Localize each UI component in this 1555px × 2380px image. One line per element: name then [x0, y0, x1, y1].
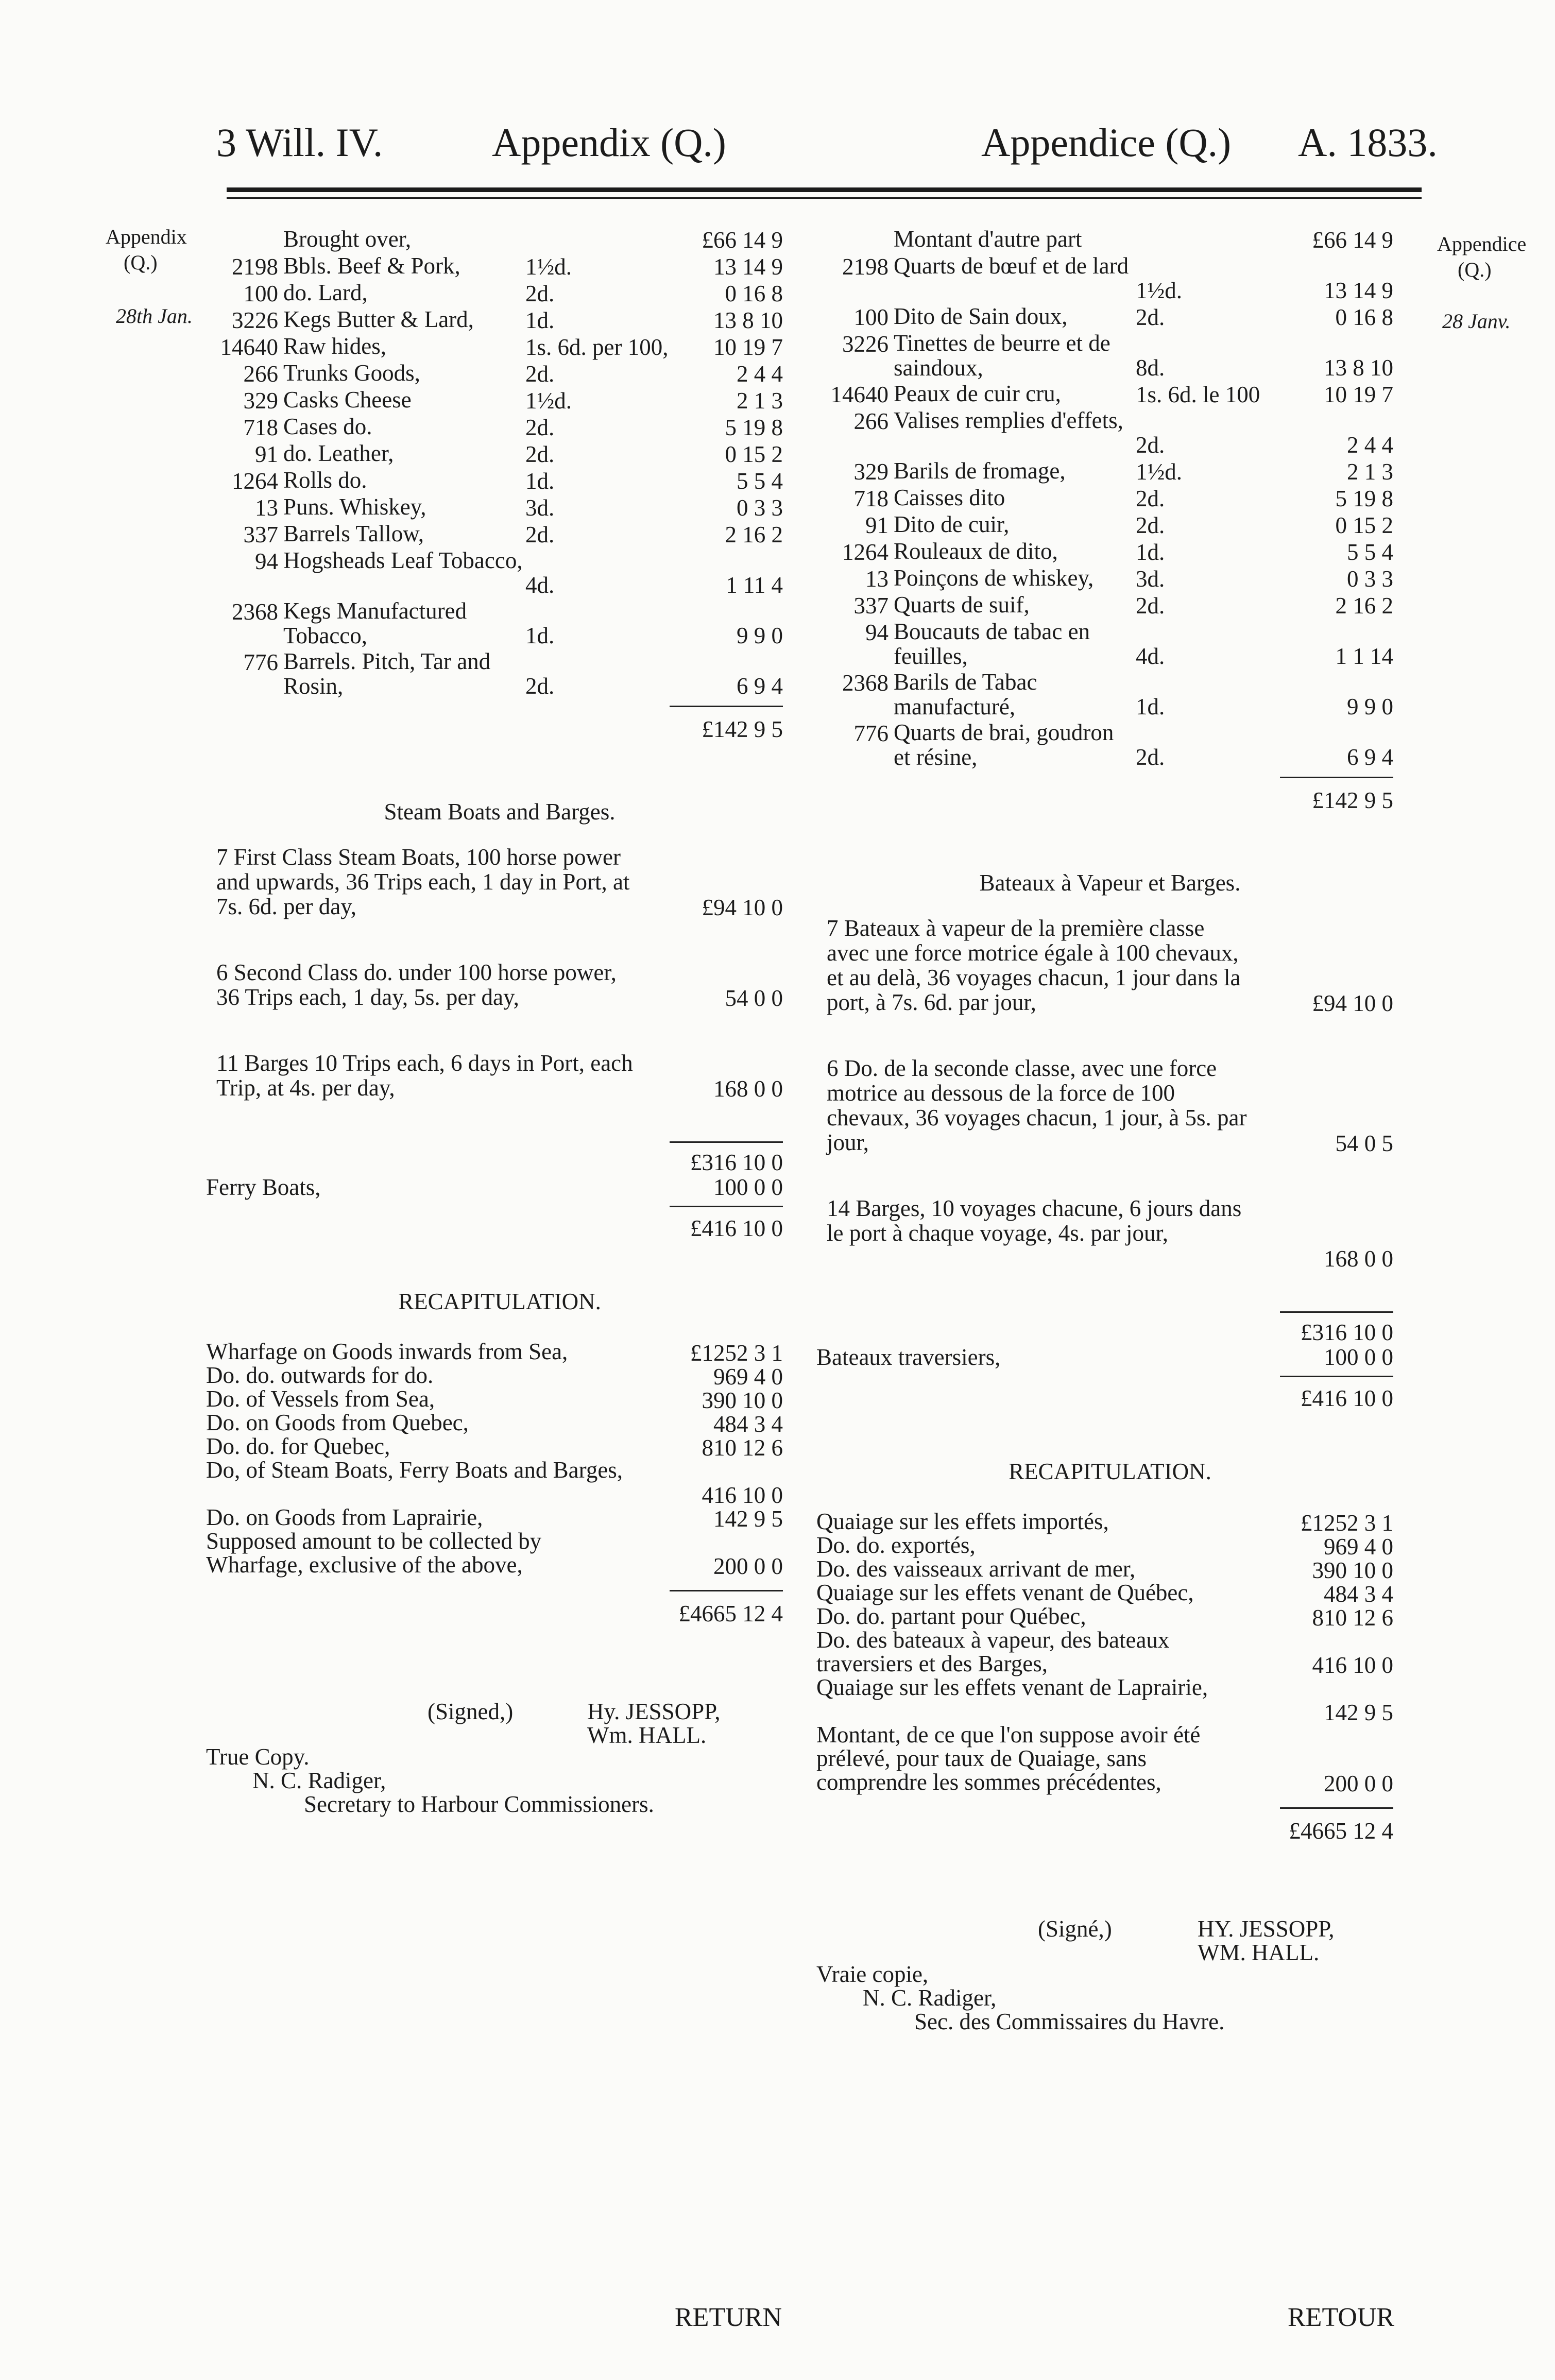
goods-amount: 5 19 8 [1335, 486, 1393, 511]
steam-total: £416 10 0 [1301, 1385, 1393, 1411]
recap-total: £4665 12 4 [678, 1601, 783, 1626]
goods-amount: 0 16 8 [725, 281, 783, 306]
goods-rate: 1½d. [1136, 278, 1182, 303]
goods-desc: Bbls. Beef & Pork, [283, 253, 460, 279]
recap-row-text: Quaiage sur les effets venant de Québec, [816, 1580, 1194, 1605]
goods-desc: Tinettes de beurre et de saindoux, [894, 330, 1110, 381]
goods-rate: 1d. [525, 468, 555, 494]
goods-rate: 2d. [525, 522, 555, 547]
goods-qty: 1264 [232, 468, 278, 494]
recap-row-amount: 200 0 0 [1324, 1771, 1393, 1796]
recap-row-amount: 142 9 5 [1324, 1700, 1393, 1725]
recap-row-text: Do, of Steam Boats, Ferry Boats and Barges, [206, 1457, 623, 1483]
steam-row-amount: 54 0 0 [725, 985, 783, 1011]
recap-row-text: Do. on Goods from Quebec, [206, 1410, 469, 1435]
goods-desc: Raw hides, [283, 333, 386, 359]
recap-row-text: Do. of Vessels from Sea, [206, 1386, 435, 1412]
recap-total: £4665 12 4 [1289, 1818, 1393, 1844]
goods-rate: 1d. [1136, 539, 1165, 565]
goods-qty: 329 [853, 459, 888, 485]
header-rule-thick [227, 187, 1422, 192]
goods-rate: 2d. [1136, 512, 1165, 538]
goods-qty: 718 [243, 415, 278, 440]
recap-row-text: Quaiage sur les effets venant de Laprairie, [816, 1674, 1208, 1700]
goods-qty: 1264 [842, 539, 888, 565]
recap-row-amount: 484 3 4 [1324, 1581, 1393, 1607]
goods-rate: 1½d. [1136, 459, 1182, 485]
secretary-title: Sec. des Commissaires du Havre. [914, 2009, 1225, 2034]
goods-amount: 10 19 7 [1324, 382, 1393, 407]
goods-desc: Hogsheads Leaf Tobacco, [283, 547, 523, 573]
goods-qty: 776 [243, 649, 278, 675]
goods-qty: 14640 [830, 382, 888, 407]
steam-row-amount: £94 10 0 [1312, 990, 1393, 1016]
margin-right-date: 28 Janv. [1442, 310, 1511, 333]
goods-desc: Casks Cheese [283, 387, 412, 413]
goods-qty: 94 [255, 549, 278, 574]
goods-desc: Trunks Goods, [283, 360, 420, 386]
header-center-right: Appendice (Q.) [981, 120, 1232, 165]
recap-row-amount: 142 9 5 [713, 1506, 783, 1532]
goods-amount: 13 8 10 [713, 307, 783, 333]
goods-amount: 0 3 3 [1347, 566, 1393, 592]
steam-row-amount: £94 10 0 [702, 895, 783, 920]
goods-qty: 266 [243, 361, 278, 387]
ferry-amount: 100 0 0 [1324, 1344, 1393, 1370]
goods-total: £142 9 5 [702, 716, 783, 742]
goods-rate: 2d. [1136, 486, 1165, 511]
goods-qty: 2368 [232, 599, 278, 625]
goods-rate: 2d. [525, 441, 555, 467]
goods-rate: 1s. 6d. per 100, [525, 334, 669, 360]
goods-amount: 13 14 9 [713, 254, 783, 280]
header-left: 3 Will. IV. [216, 120, 383, 165]
goods-amount: £66 14 9 [1312, 227, 1393, 253]
margin-left-q: (Q.) [124, 251, 158, 274]
steam-row-text: 14 Barges, 10 voyages chacune, 6 jours dans le port à chaque voyage, 4s. par jour, [827, 1195, 1242, 1246]
goods-amount: 0 16 8 [1335, 304, 1393, 330]
goods-qty: 718 [853, 486, 888, 511]
goods-qty: 2368 [842, 670, 888, 696]
steam-total: £416 10 0 [690, 1215, 783, 1241]
goods-qty: 329 [243, 388, 278, 414]
steam-subtotal: £316 10 0 [1301, 1320, 1393, 1345]
goods-amount: 1 11 4 [726, 572, 783, 598]
goods-amount: 6 9 4 [737, 673, 783, 699]
goods-qty: 776 [853, 721, 888, 746]
header-rule-thin [227, 197, 1422, 199]
steam-subtotal-rule [670, 1141, 783, 1143]
signer-2: Wm. HALL. [587, 1722, 707, 1748]
recap-total-rule [670, 1590, 783, 1591]
goods-rate: 1d. [1136, 694, 1165, 720]
goods-amount: 0 15 2 [725, 441, 783, 467]
goods-desc: Montant d'autre part [894, 226, 1082, 252]
goods-desc: Dito de Sain doux, [894, 303, 1068, 329]
steam-total-rule [1280, 1376, 1393, 1377]
goods-rate: 1s. 6d. le 100 [1136, 382, 1260, 407]
recap-row-text: Do. do. for Quebec, [206, 1433, 390, 1459]
goods-rate: 1d. [525, 623, 555, 648]
recap-title: RECAPITULATION. [398, 1289, 601, 1314]
goods-amount: 9 9 0 [1347, 694, 1393, 720]
recap-row-amount: £1252 3 1 [690, 1340, 783, 1366]
recap-row-text: Do. do. partant pour Québec, [816, 1603, 1086, 1629]
goods-rate: 1d. [525, 307, 555, 333]
steam-row-text: 7 First Class Steam Boats, 100 horse power and upwards, 36 Trips each, 1 day in Port, at 7s. 6d. per day, [216, 844, 630, 919]
goods-desc: Rouleaux de dito, [894, 538, 1058, 564]
goods-desc: Barils de Tabac manufacturé, [894, 669, 1037, 720]
goods-amount: 13 14 9 [1324, 278, 1393, 303]
goods-qty: 100 [853, 304, 888, 330]
goods-desc: Boucauts de tabac en feuilles, [894, 619, 1090, 669]
goods-desc: do. Leather, [283, 440, 394, 466]
steam-total-rule [670, 1206, 783, 1207]
recap-row-text: Do. des vaisseaux arrivant de mer, [816, 1556, 1136, 1582]
goods-desc: Peaux de cuir cru, [894, 381, 1061, 406]
goods-amount: 2 16 2 [1335, 593, 1393, 619]
goods-desc: Barrels. Pitch, Tar and Rosin, [283, 648, 491, 699]
goods-rate: 2d. [1136, 432, 1165, 458]
recap-row-text: Do. des bateaux à vapeur, des bateaux traversiers et des Barges, [816, 1627, 1170, 1676]
recap-row-amount: £1252 3 1 [1301, 1510, 1393, 1536]
signed-label: (Signed,) [428, 1699, 514, 1724]
goods-qty: 2198 [842, 254, 888, 280]
true-copy: Vraie copie, [816, 1961, 929, 1987]
goods-qty: 3226 [842, 331, 888, 357]
steam-subtotal-rule [1280, 1311, 1393, 1313]
goods-amount: 0 3 3 [737, 495, 783, 521]
recap-title: RECAPITULATION. [1009, 1459, 1211, 1484]
return-label: RETURN [675, 2303, 782, 2332]
goods-qty: 14640 [220, 334, 278, 360]
recap-row-text: Quaiage sur les effets importés, [816, 1509, 1109, 1534]
goods-rate: 2d. [1136, 593, 1165, 619]
goods-rate: 4d. [525, 572, 555, 598]
recap-row-amount: 390 10 0 [702, 1388, 783, 1413]
margin-right-q: (Q.) [1458, 258, 1492, 281]
goods-desc: Quarts de brai, goudron et résine, [894, 720, 1114, 770]
recap-row-amount: 416 10 0 [1312, 1652, 1393, 1678]
goods-qty: 2198 [232, 254, 278, 280]
steam-row-amount: 54 0 5 [1335, 1131, 1393, 1156]
goods-amount: 5 19 8 [725, 415, 783, 440]
goods-amount: 9 9 0 [737, 623, 783, 648]
signer-1: Hy. JESSOPP, [587, 1699, 721, 1724]
goods-qty: 337 [243, 522, 278, 547]
steam-row-text: 7 Bateaux à vapeur de la première classe avec une force motrice égale à 100 chevaux, et au delà, 36 voyages chacun, 1 jour dans la port, à 7s. 6d. par jour, [827, 915, 1241, 1015]
goods-total-rule [670, 706, 783, 707]
goods-rate: 4d. [1136, 643, 1165, 669]
goods-rate: 2d. [525, 673, 555, 699]
goods-rate: 3d. [525, 495, 555, 521]
goods-rate: 8d. [1136, 355, 1165, 381]
radiger-name: N. C. Radiger, [863, 1985, 997, 2011]
retour-label: RETOUR [1288, 2303, 1395, 2332]
goods-qty: 3226 [232, 307, 278, 333]
goods-amount: £66 14 9 [702, 227, 783, 253]
goods-amount: 5 5 4 [1347, 539, 1393, 565]
recap-row-amount: 416 10 0 [702, 1482, 783, 1508]
steam-subtotal: £316 10 0 [690, 1150, 783, 1175]
steam-title: Steam Boats and Barges. [384, 799, 616, 825]
goods-amount: 13 8 10 [1324, 355, 1393, 381]
goods-rate: 1½d. [525, 388, 572, 414]
recap-row-text: Do. on Goods from Laprairie, [206, 1504, 483, 1530]
goods-amount: 2 4 4 [1347, 432, 1393, 458]
recap-row-amount: 390 10 0 [1312, 1557, 1393, 1583]
recap-row-amount: 969 4 0 [1324, 1534, 1393, 1560]
goods-desc: Rolls do. [283, 467, 367, 493]
recap-row-amount: 810 12 6 [1312, 1605, 1393, 1631]
goods-amount: 2 1 3 [737, 388, 783, 414]
goods-desc: Cases do. [283, 414, 372, 439]
steam-row-amount: 168 0 0 [1324, 1246, 1393, 1272]
goods-amount: 10 19 7 [713, 334, 783, 360]
signed-label: (Signé,) [1038, 1916, 1112, 1942]
goods-amount: 2 16 2 [725, 522, 783, 547]
goods-desc: Dito de cuir, [894, 511, 1010, 537]
header-right: A. 1833. [1298, 120, 1438, 165]
goods-total: £142 9 5 [1312, 787, 1393, 813]
goods-desc: Brought over, [283, 226, 412, 252]
secretary-title: Secretary to Harbour Commissioners. [304, 1791, 654, 1817]
steam-title: Bateaux à Vapeur et Barges. [979, 870, 1241, 896]
recap-total-rule [1280, 1807, 1393, 1809]
ferry-label: Ferry Boats, [206, 1174, 321, 1200]
goods-desc: Barils de fromage, [894, 458, 1066, 484]
margin-right-appendix: Appendice [1437, 232, 1527, 255]
goods-rate: 2d. [525, 361, 555, 387]
goods-qty: 337 [853, 593, 888, 619]
goods-rate: 3d. [1136, 566, 1165, 592]
recap-row-text: Do. do. outwards for do. [206, 1362, 434, 1388]
goods-qty: 94 [865, 620, 888, 645]
goods-desc: Barrels Tallow, [283, 521, 424, 546]
ferry-label: Bateaux traversiers, [816, 1344, 1001, 1370]
goods-rate: 2d. [525, 281, 555, 306]
goods-rate: 2d. [1136, 304, 1165, 330]
goods-desc: Caisses dito [894, 485, 1005, 510]
recap-row-amount: 810 12 6 [702, 1435, 783, 1461]
goods-desc: Valises remplies d'effets, [894, 407, 1123, 433]
goods-qty: 91 [255, 441, 278, 467]
ferry-amount: 100 0 0 [713, 1174, 783, 1200]
goods-qty: 91 [865, 512, 888, 538]
recap-row-amount: 969 4 0 [713, 1364, 783, 1390]
recap-row-amount: 484 3 4 [713, 1411, 783, 1437]
goods-amount: 5 5 4 [737, 468, 783, 494]
signer-2: WM. HALL. [1198, 1940, 1320, 1965]
steam-row-amount: 168 0 0 [713, 1076, 783, 1102]
signer-1: HY. JESSOPP, [1198, 1916, 1335, 1942]
goods-desc: Kegs Manufactured Tobacco, [283, 598, 467, 648]
steam-row-text: 6 Do. de la seconde classe, avec une force motrice au dessous de la force de 100 chevaux, 36 voyages chacun, 1 jour, à 5s. par jour, [827, 1055, 1247, 1155]
goods-amount: 6 9 4 [1347, 744, 1393, 770]
margin-left-date: 28th Jan. [116, 304, 193, 328]
goods-desc: Kegs Butter & Lard, [283, 306, 474, 332]
recap-row-text: Supposed amount to be collected by Wharfage, exclusive of the above, [206, 1528, 542, 1578]
goods-desc: Quarts de suif, [894, 592, 1030, 618]
recap-row-amount: 200 0 0 [713, 1553, 783, 1579]
recap-row-text: Do. do. exportés, [816, 1532, 976, 1558]
goods-amount: 0 15 2 [1335, 512, 1393, 538]
header-center-left: Appendix (Q.) [492, 120, 726, 165]
goods-qty: 100 [243, 281, 278, 306]
goods-desc: Quarts de bœuf et de lard [894, 253, 1129, 279]
goods-rate: 1½d. [525, 254, 572, 280]
goods-qty: 13 [865, 566, 888, 592]
goods-amount: 1 1 14 [1335, 643, 1393, 669]
goods-rate: 2d. [1136, 744, 1165, 770]
steam-row-text: 6 Second Class do. under 100 horse power, 36 Trips each, 1 day, 5s. per day, [216, 960, 617, 1010]
goods-amount: 2 4 4 [737, 361, 783, 387]
steam-row-text: 11 Barges 10 Trips each, 6 days in Port, each Trip, at 4s. per day, [216, 1050, 633, 1101]
goods-amount: 2 1 3 [1347, 459, 1393, 485]
goods-desc: Puns. Whiskey, [283, 494, 426, 520]
goods-rate: 2d. [525, 415, 555, 440]
goods-qty: 266 [853, 408, 888, 434]
goods-qty: 13 [255, 495, 278, 521]
radiger-name: N. C. Radiger, [252, 1768, 386, 1793]
recap-row-text: Montant, de ce que l'on suppose avoir été prélevé, pour taux de Quaiage, sans comprendre les sommes précédentes, [816, 1722, 1201, 1795]
goods-desc: Poinçons de whiskey, [894, 565, 1094, 591]
margin-left-appendix: Appendix [106, 225, 187, 248]
goods-total-rule [1280, 777, 1393, 778]
goods-desc: do. Lard, [283, 280, 368, 305]
recap-row-text: Wharfage on Goods inwards from Sea, [206, 1339, 568, 1364]
true-copy: True Copy. [206, 1744, 310, 1770]
